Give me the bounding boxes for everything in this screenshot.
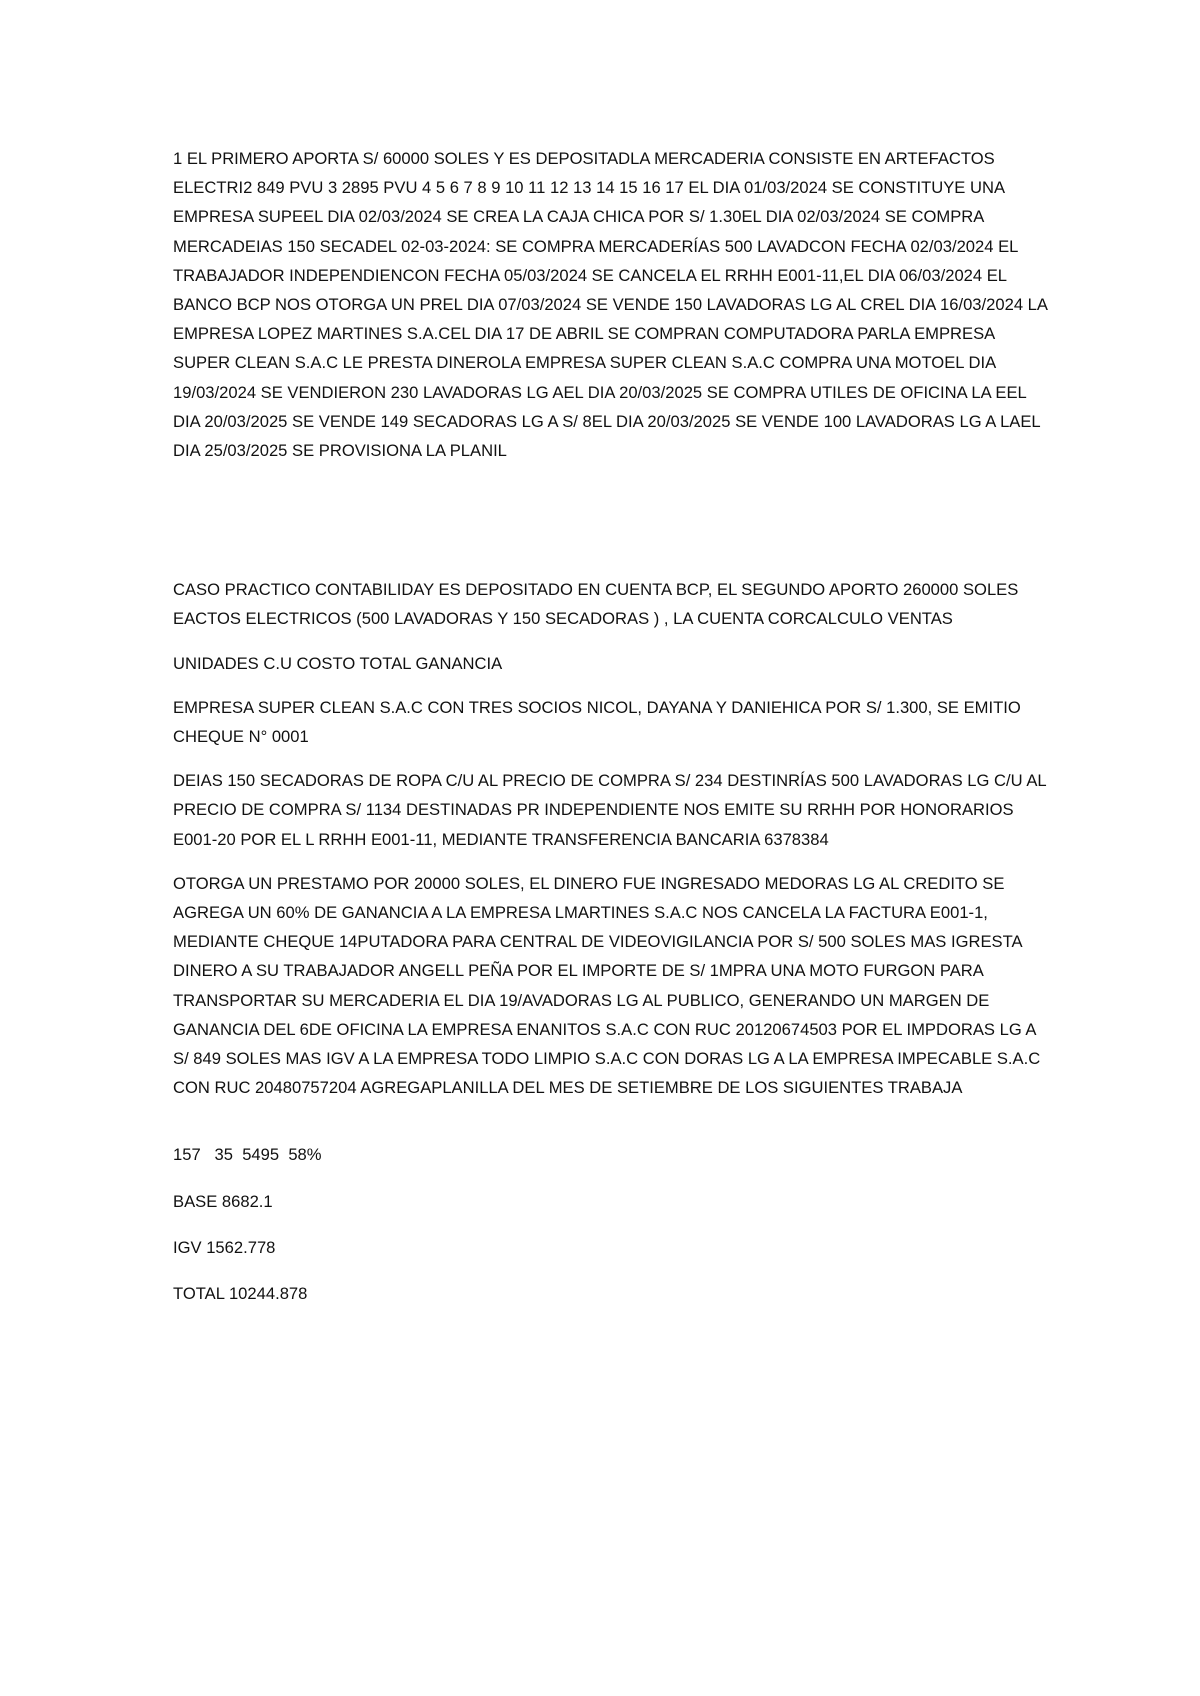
total-value: TOTAL 10244.878 xyxy=(173,1284,308,1304)
base-value: BASE 8682.1 xyxy=(173,1191,273,1211)
spacer xyxy=(173,1102,1053,1140)
paragraph-empresa-super-clean: EMPRESA SUPER CLEAN S.A.C CON TRES SOCIOS NICOL, DAYANA Y DANIEHICA POR S/ 1.300, SE EMITIO CHEQUE N° 0001 xyxy=(173,697,1021,747)
paragraph-caso-practico: CASO PRACTICO CONTABILIDAY ES DEPOSITADO EN CUENTA BCP, EL SEGUNDO APORTO 260000 SOLES EACTOS ELECTRICOS (500 LAVADORAS Y 150 SECADORAS ) , LA CUENTA CORCALCULO VENTAS xyxy=(173,580,1019,629)
spacer xyxy=(173,465,1053,575)
igv-value: IGV 1562.778 xyxy=(173,1237,276,1257)
totals-block xyxy=(173,1140,1053,1308)
document-body xyxy=(173,144,1053,1325)
paragraph-intro: 1 EL PRIMERO APORTA S/ 60000 SOLES Y ES DEPOSITADLA MERCADERIA CONSISTE EN ARTEFACTOS ELECTRI2 849 PVU 3 2895 PVU 4 5 6 7 8 9 10 11 12 13 14 15 16 17 EL DIA 01/03/2024 SE CONSTITUYE UNA EMPRESA SUPEEL DIA 02/03/2024 SE CREA LA CAJA CHICA POR S/ 1.30EL DIA 02/03/2024 SE COMPRA MERCADEIAS 150 SECADEL 02-03-2024: SE COMPRA MERCADERÍAS 500 LAVADCON FECHA 02/03/2024 EL TRABAJADOR INDEPENDIENCON FECHA 05/03/2024 SE CANCELA EL RRHH E001-11,EL DIA 06/03/2024 EL BANCO BCP NOS OTORGA UN PREL DIA 07/03/2024 SE VENDE 150 LAVADORAS LG AL CREL DIA 16/03/2024 LA EMPRESA LOPEZ MARTINES S.A.CEL DIA 17 DE ABRIL SE COMPRAN COMPUTADORA PARLA EMPRESA SUPER CLEAN S.A.C LE PRESTA DINEROLA EMPRESA SUPER CLEAN S.A.C COMPRA UNA MOTOEL DIA 19/03/2024 SE VENDIERON 230 LAVADORAS LG AEL DIA 20/03/2025 SE COMPRA UTILES DE OFICINA LA EEL DIA 20/03/2025 SE VENDE 149 SECADORAS LG A S/ 8EL DIA 20/03/2025 SE VENDE 100 LAVADORAS LG A LAEL DIA 25/03/2025 SE PROVISIONA LA PLANIL xyxy=(173,149,1048,461)
paragraph-compras: DEIAS 150 SECADORAS DE ROPA C/U AL PRECIO DE COMPRA S/ 234 DESTINRÍAS 500 LAVADORAS LG C/U AL PRECIO DE COMPRA S/ 1134 DESTINADAS PR INDEPENDIENTE NOS EMITE SU RRHH POR HONORARIOS E001-20 POR EL L RRHH E001-11, MEDIANTE TRANSFERENCIA BANCARIA 6378384 xyxy=(173,771,1046,849)
paragraph-unidades-header: UNIDADES C.U COSTO TOTAL GANANCIA xyxy=(173,653,503,673)
paragraph-prestamo: OTORGA UN PRESTAMO POR 20000 SOLES, EL DINERO FUE INGRESADO MEDORAS LG AL CREDITO SE AGREGA UN 60% DE GANANCIA A LA EMPRESA LMARTINES S.A.C NOS CANCELA LA FACTURA E001-1, MEDIANTE CHEQUE 14PUTADORA PARA CENTRAL DE VIDEOVIGILANCIA POR S/ 500 SOLES MAS IGRESTA DINERO A SU TRABAJADOR ANGELL PEÑA POR EL IMPORTE DE S/ 1MPRA UNA MOTO FURGON PARA TRANSPORTAR SU MERCADERIA EL DIA 19/AVADORAS LG AL PUBLICO, GENERANDO UN MARGEN DE GANANCIA DEL 6DE OFICINA LA EMPRESA ENANITOS S.A.C CON RUC 20120674503 POR EL IMPDORAS LG A S/ 849 SOLES MAS IGV A LA EMPRESA TODO LIMPIO S.A.C CON DORAS LG A LA EMPRESA IMPECABLE S.A.C CON RUC 20480757204 AGREGAPLANILLA DEL MES DE SETIEMBRE DE LOS SIGUIENTES TRABAJA xyxy=(173,873,1041,1098)
stats-row: 157 35 5495 58% xyxy=(173,1145,322,1165)
